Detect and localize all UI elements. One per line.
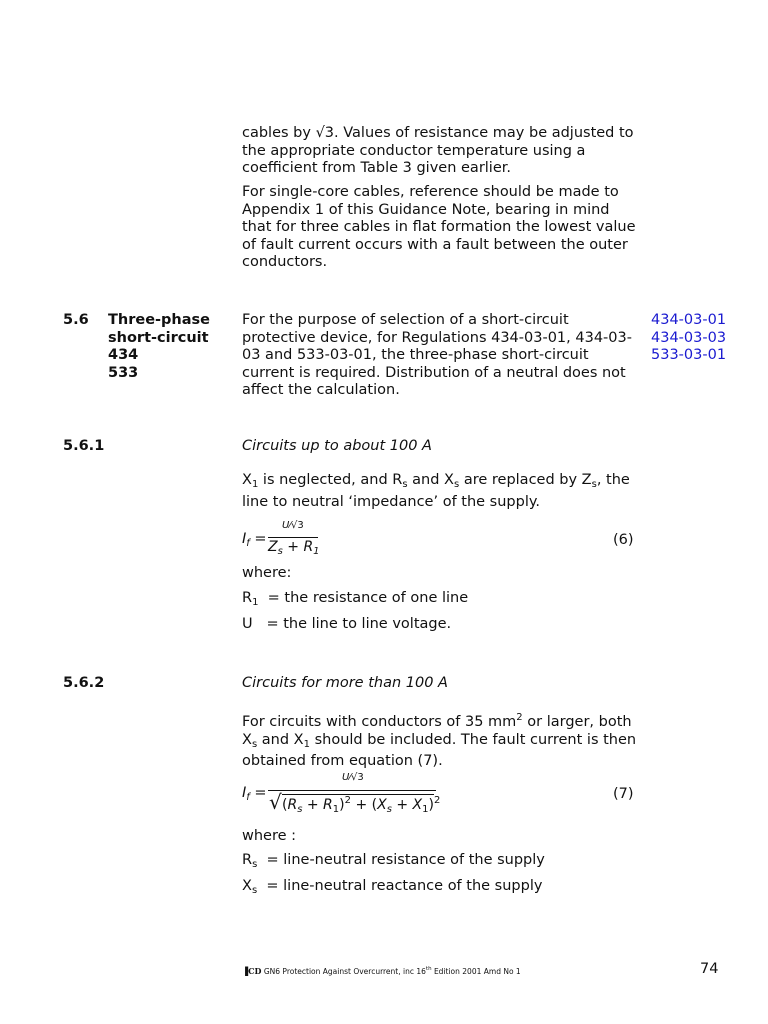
margin-references bbox=[651, 312, 731, 365]
eq6-where: where: bbox=[242, 565, 292, 581]
margin-ref-1[interactable]: 434-03-01 bbox=[651, 312, 727, 328]
eq6-number: (6) bbox=[613, 532, 634, 548]
section-title-line-2: short-circuit bbox=[108, 329, 209, 346]
eq7-lhs: $I_f$ = bbox=[242, 785, 267, 803]
section-reg-434: 434 bbox=[108, 347, 139, 363]
section-title-5-6 bbox=[108, 312, 228, 382]
section-title-5-6-2: Circuits for more than 100 A bbox=[242, 675, 448, 691]
footer-text: ▐CD GN6 Protection Against Overcurrent, inc 16th Edition 2001 Amd No 1 bbox=[242, 966, 521, 976]
eq7-fraction-bar bbox=[268, 790, 436, 791]
eq7-where: where : bbox=[242, 828, 297, 844]
sqrt-icon: √ bbox=[269, 790, 282, 814]
eq6-denominator: $Z_s + R_1$ bbox=[268, 539, 320, 557]
margin-ref-3[interactable]: 533-03-01 bbox=[651, 347, 727, 363]
margin-ref-2[interactable]: 434-03-03 bbox=[651, 329, 727, 346]
section-5-6-text: For the purpose of selection of a short-circuit protective device, for Regulations 434-03-01, 434-03-03 and 533-03-01, the three-phase short-circuit current is required. Distribution of a neutral does not affect the calculation. bbox=[242, 312, 632, 398]
eq7-definition-rs: $R_s$ = line-neutral resistance of the supply bbox=[242, 852, 545, 870]
section-title-5-6-1: Circuits up to about 100 A bbox=[242, 438, 432, 454]
section-reg-533: 533 bbox=[108, 364, 139, 381]
footer-logo-icon: ▐CD bbox=[242, 966, 262, 976]
eq7-number: (7) bbox=[613, 786, 634, 802]
eq6-definition-r1: $R_1$ = the resistance of one line bbox=[242, 590, 469, 608]
eq7-numerator: U⁄√3 bbox=[342, 772, 364, 783]
section-number-5-6: 5.6 bbox=[63, 312, 89, 328]
section-5-6-2-text: For circuits with conductors of 35 $mm^2$ or larger, both $X_s$ and $X_1$ should be included. The fault current is then obtained from equation (7). bbox=[242, 712, 637, 769]
eq6-fraction-bar bbox=[268, 537, 318, 538]
section-5-6-1-text: $X_1$ is neglected, and $R_s$ and $X_s$ are replaced by $Z_s$, the line to neutral ‘impedance’ of the supply. bbox=[242, 472, 630, 510]
section-number-5-6-2: 5.6.2 bbox=[63, 675, 105, 691]
eq6-lhs: $I_f$ = bbox=[242, 531, 267, 549]
section-title-line-1: Three-phase bbox=[108, 312, 211, 328]
intro-paragraph-2: For single-core cables, reference should be made to Appendix 1 of this Guidance Note, bearing in mind that for three cables in flat formation the lowest value of fault current occurs with a fault between the outer conductors. bbox=[242, 184, 636, 270]
eq6-definition-u: U = the line to line voltage. bbox=[242, 616, 452, 632]
equation-7 bbox=[242, 772, 442, 817]
intro-paragraph-1: cables by √3. Values of resistance may be adjusted to the appropriate conductor temperature using a coefficient from Table 3 given earlier. bbox=[242, 125, 634, 176]
equation-6 bbox=[242, 520, 332, 560]
eq7-denominator: $(R_s + R_1)^2 + (X_s + X_1)^2$ bbox=[282, 795, 441, 815]
section-number-5-6-1: 5.6.1 bbox=[63, 438, 105, 454]
page-number: 74 bbox=[700, 961, 719, 977]
eq6-numerator: U⁄√3 bbox=[282, 520, 304, 531]
eq7-definition-xs: $X_s$ = line-neutral reactance of the supply bbox=[242, 878, 543, 896]
